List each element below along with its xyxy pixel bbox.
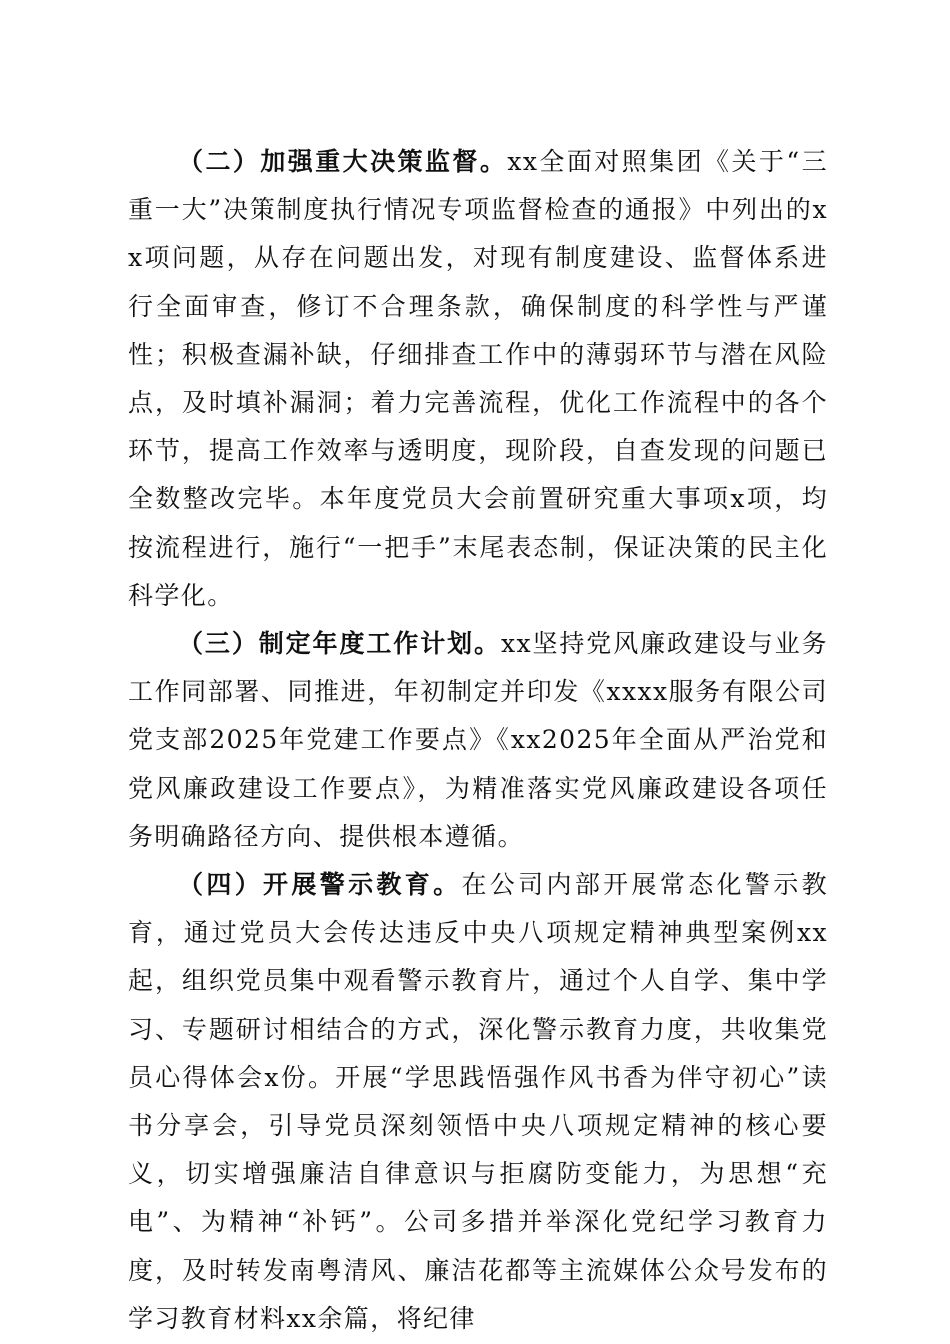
heading-warning-education: （四）开展警示教育。 [178, 870, 462, 900]
heading-decision-supervision: （二）加强重大决策监督。 [178, 147, 508, 176]
text-decision-supervision: xx全面对照集团《关于“三重一大”决策制度执行情况专项监督检查的通报》中列出的xx项问题，从存在问题出发，对现有制度建设、监督体系进行全面审查，修订不合理条款，确保制度的科学性与严谨性；积极查漏补缺，仔细排查工作中的薄弱环节与潜在风险点，及时填补漏洞；着力完善流程，优化工作流程中的各个环节，提高工作效率与透明度，现阶段，自查发现的问题已全数整改完毕。本年度党员大会前置研究重大事项x项，均按流程进行，施行“一把手”末尾表态制，保证决策的民主化科学化。 [128, 147, 828, 610]
text-annual-plan: xx坚持党风廉政建设与业务工作同部署、同推进，年初制定并印发《xxxx服务有限公司党支部2025年党建工作要点》《xx2025年全面从严治党和党风廉政建设工作要点》，为精准落实党风廉政建设各项任务明确路径方向、提供根本遵循。 [128, 629, 828, 851]
paragraph-warning-education [128, 861, 828, 1343]
paragraph-annual-plan [128, 620, 828, 861]
paragraph-decision-supervision [128, 138, 828, 620]
document-body [128, 138, 828, 1343]
text-warning-education: 在公司内部开展常态化警示教育，通过党员大会传达违反中央八项规定精神典型案例xx起，组织党员集中观看警示教育片，通过个人自学、集中学习、专题研讨相结合的方式，深化警示教育力度，共收集党员心得体会x份。开展“学思践悟强作风书香为伴守初心”读书分享会，引导党员深刻领悟中央八项规定精神的核心要义，切实增强廉洁自律意识与拒腐防变能力，为思想“充电”、为精神“补钙”。公司多措并举深化党纪学习教育力度，及时转发南粤清风、廉洁花都等主流媒体公众号发布的学习教育材料xx余篇，将纪律 [128, 870, 828, 1333]
heading-annual-plan: （三）制定年度工作计划。 [178, 629, 501, 659]
